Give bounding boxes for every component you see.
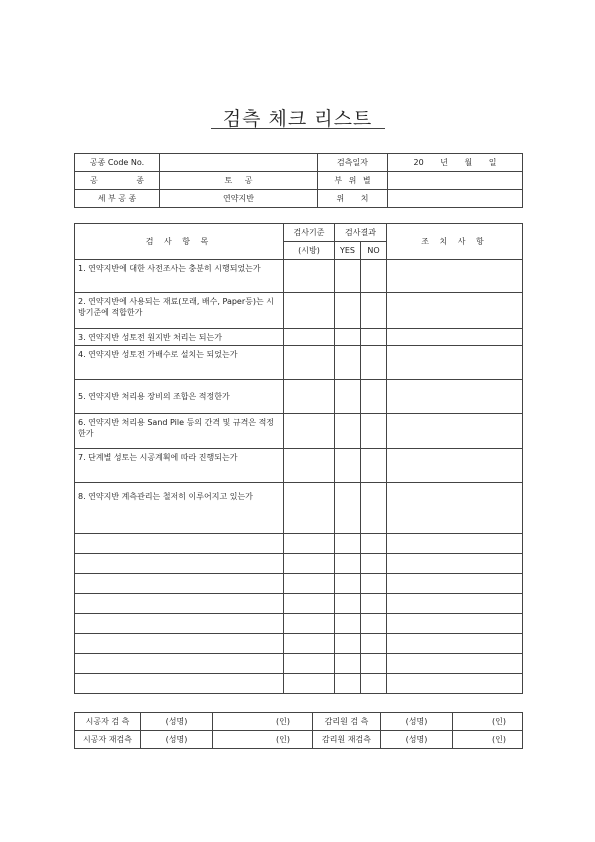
item-cell[interactable] bbox=[75, 614, 284, 634]
check-item: 6. 연약지반 처리용 Sand Pile 등의 간격 및 규격은 적정한가 bbox=[75, 414, 284, 449]
action-cell[interactable] bbox=[387, 674, 523, 694]
no-cell[interactable] bbox=[361, 449, 387, 483]
subtype-label: 세 부 공 종 bbox=[75, 190, 160, 208]
criteria-cell[interactable] bbox=[284, 554, 335, 574]
title-underline bbox=[211, 128, 385, 129]
criteria-cell[interactable] bbox=[284, 614, 335, 634]
table-row bbox=[75, 449, 523, 483]
table-row bbox=[75, 594, 523, 614]
no-cell[interactable] bbox=[361, 654, 387, 674]
table-row bbox=[75, 380, 523, 414]
criteria-cell[interactable] bbox=[284, 449, 335, 483]
check-item: 3. 연약지반 성토전 원지반 처리는 되는가 bbox=[75, 329, 284, 346]
seal-label[interactable]: (인) bbox=[453, 713, 523, 731]
no-cell[interactable] bbox=[361, 534, 387, 554]
no-cell[interactable] bbox=[361, 574, 387, 594]
no-cell[interactable] bbox=[361, 293, 387, 329]
yes-cell[interactable] bbox=[335, 574, 361, 594]
yes-cell[interactable] bbox=[335, 260, 361, 293]
no-cell[interactable] bbox=[361, 594, 387, 614]
no-cell[interactable] bbox=[361, 329, 387, 346]
check-item: 1. 연약지반에 대한 사전조사는 충분히 시행되었는가 bbox=[75, 260, 284, 293]
sign-name-label[interactable]: (성명) bbox=[141, 713, 213, 731]
sign-name-label[interactable]: (성명) bbox=[141, 731, 213, 749]
seal-label[interactable]: (인) bbox=[453, 731, 523, 749]
supervisor-reinspect-label: 감리원 재검측 bbox=[313, 731, 381, 749]
criteria-cell[interactable] bbox=[284, 534, 335, 554]
action-cell[interactable] bbox=[387, 260, 523, 293]
item-cell[interactable] bbox=[75, 574, 284, 594]
check-item: 5. 연약지반 처리용 장비의 조합은 적정한가 bbox=[75, 380, 284, 414]
action-cell[interactable] bbox=[387, 346, 523, 380]
action-cell[interactable] bbox=[387, 449, 523, 483]
yes-header: YES bbox=[335, 242, 361, 260]
action-cell[interactable] bbox=[387, 534, 523, 554]
table-row bbox=[75, 654, 523, 674]
no-cell[interactable] bbox=[361, 380, 387, 414]
yes-cell[interactable] bbox=[335, 483, 361, 534]
no-cell[interactable] bbox=[361, 414, 387, 449]
criteria-cell[interactable] bbox=[284, 634, 335, 654]
result-header: 검사결과 bbox=[335, 224, 387, 242]
table-row bbox=[75, 674, 523, 694]
signature-table bbox=[74, 712, 523, 749]
criteria-cell[interactable] bbox=[284, 329, 335, 346]
criteria-cell[interactable] bbox=[284, 293, 335, 329]
item-cell[interactable] bbox=[75, 534, 284, 554]
date-value[interactable]: 20 년 월 일 bbox=[388, 154, 523, 172]
yes-cell[interactable] bbox=[335, 594, 361, 614]
check-item: 2. 연약지반에 사용되는 재료(모래, 배수, Paper등)는 시방기준에 적합한가 bbox=[75, 293, 284, 329]
item-cell[interactable] bbox=[75, 634, 284, 654]
yes-cell[interactable] bbox=[335, 634, 361, 654]
no-cell[interactable] bbox=[361, 483, 387, 534]
action-cell[interactable] bbox=[387, 293, 523, 329]
table-row bbox=[75, 483, 523, 534]
item-cell[interactable] bbox=[75, 554, 284, 574]
supervisor-label: 감리원 검 측 bbox=[313, 713, 381, 731]
table-row bbox=[75, 346, 523, 380]
yes-cell[interactable] bbox=[335, 414, 361, 449]
yes-cell[interactable] bbox=[335, 674, 361, 694]
criteria-cell[interactable] bbox=[284, 594, 335, 614]
criteria-cell[interactable] bbox=[284, 654, 335, 674]
inspector-label: 시공자 검 측 bbox=[75, 713, 141, 731]
seal-label[interactable]: (인) bbox=[213, 713, 313, 731]
code-label: 공종 Code No. bbox=[75, 154, 160, 172]
table-row bbox=[75, 329, 523, 346]
date-label: 검측일자 bbox=[318, 154, 388, 172]
subtype-value[interactable]: 연약지반 bbox=[160, 190, 318, 208]
yes-cell[interactable] bbox=[335, 534, 361, 554]
yes-cell[interactable] bbox=[335, 329, 361, 346]
item-header: 검 사 항 목 bbox=[75, 224, 284, 260]
part-value-field[interactable] bbox=[388, 172, 523, 190]
action-cell[interactable] bbox=[387, 414, 523, 449]
no-header: NO bbox=[361, 242, 387, 260]
check-item: 8. 연약지반 계측관리는 철저히 이루어지고 있는가 bbox=[75, 483, 284, 534]
table-row bbox=[75, 293, 523, 329]
table-row bbox=[75, 260, 523, 293]
yes-cell[interactable] bbox=[335, 449, 361, 483]
no-cell[interactable] bbox=[361, 674, 387, 694]
criteria-cell[interactable] bbox=[284, 346, 335, 380]
criteria-cell[interactable] bbox=[284, 380, 335, 414]
table-row bbox=[75, 574, 523, 594]
action-cell[interactable] bbox=[387, 483, 523, 534]
yes-cell[interactable] bbox=[335, 554, 361, 574]
info-table bbox=[74, 153, 523, 208]
criteria-cell[interactable] bbox=[284, 414, 335, 449]
location-label: 위 치 bbox=[318, 190, 388, 208]
criteria-cell[interactable] bbox=[284, 483, 335, 534]
table-row bbox=[75, 554, 523, 574]
table-row bbox=[75, 414, 523, 449]
code-value-field[interactable] bbox=[160, 154, 318, 172]
sign-name-label[interactable]: (성명) bbox=[381, 731, 453, 749]
check-item: 4. 연약지반 성토전 가배수로 설치는 되었는가 bbox=[75, 346, 284, 380]
type-label: 공 종 bbox=[75, 172, 160, 190]
action-cell[interactable] bbox=[387, 554, 523, 574]
yes-cell[interactable] bbox=[335, 293, 361, 329]
table-row bbox=[75, 534, 523, 554]
type-value[interactable]: 토 공 bbox=[160, 172, 318, 190]
item-cell[interactable] bbox=[75, 654, 284, 674]
sign-name-label[interactable]: (성명) bbox=[381, 713, 453, 731]
action-cell[interactable] bbox=[387, 634, 523, 654]
checklist-table bbox=[74, 223, 523, 694]
page-title: 검측 체크 리스트 bbox=[222, 108, 373, 130]
action-cell[interactable] bbox=[387, 614, 523, 634]
no-cell[interactable] bbox=[361, 260, 387, 293]
table-row bbox=[75, 614, 523, 634]
seal-label[interactable]: (인) bbox=[213, 731, 313, 749]
action-header: 조 치 사 항 bbox=[387, 224, 523, 260]
yes-cell[interactable] bbox=[335, 614, 361, 634]
criteria-cell[interactable] bbox=[284, 574, 335, 594]
no-cell[interactable] bbox=[361, 554, 387, 574]
no-cell[interactable] bbox=[361, 614, 387, 634]
part-label: 부 위 별 bbox=[318, 172, 388, 190]
yes-cell[interactable] bbox=[335, 346, 361, 380]
action-cell[interactable] bbox=[387, 594, 523, 614]
action-cell[interactable] bbox=[387, 329, 523, 346]
no-cell[interactable] bbox=[361, 346, 387, 380]
action-cell[interactable] bbox=[387, 380, 523, 414]
action-cell[interactable] bbox=[387, 654, 523, 674]
location-value-field[interactable] bbox=[388, 190, 523, 208]
action-cell[interactable] bbox=[387, 574, 523, 594]
criteria-header: 검사기준 bbox=[284, 224, 335, 242]
criteria-sub-header: (시방) bbox=[284, 242, 335, 260]
yes-cell[interactable] bbox=[335, 380, 361, 414]
item-cell[interactable] bbox=[75, 674, 284, 694]
check-item: 7. 단계별 성토는 시공계획에 따라 진행되는가 bbox=[75, 449, 284, 483]
item-cell[interactable] bbox=[75, 594, 284, 614]
criteria-cell[interactable] bbox=[284, 674, 335, 694]
table-row bbox=[75, 634, 523, 654]
criteria-cell[interactable] bbox=[284, 260, 335, 293]
no-cell[interactable] bbox=[361, 634, 387, 654]
reinspector-label: 시공자 재검측 bbox=[75, 731, 141, 749]
yes-cell[interactable] bbox=[335, 654, 361, 674]
